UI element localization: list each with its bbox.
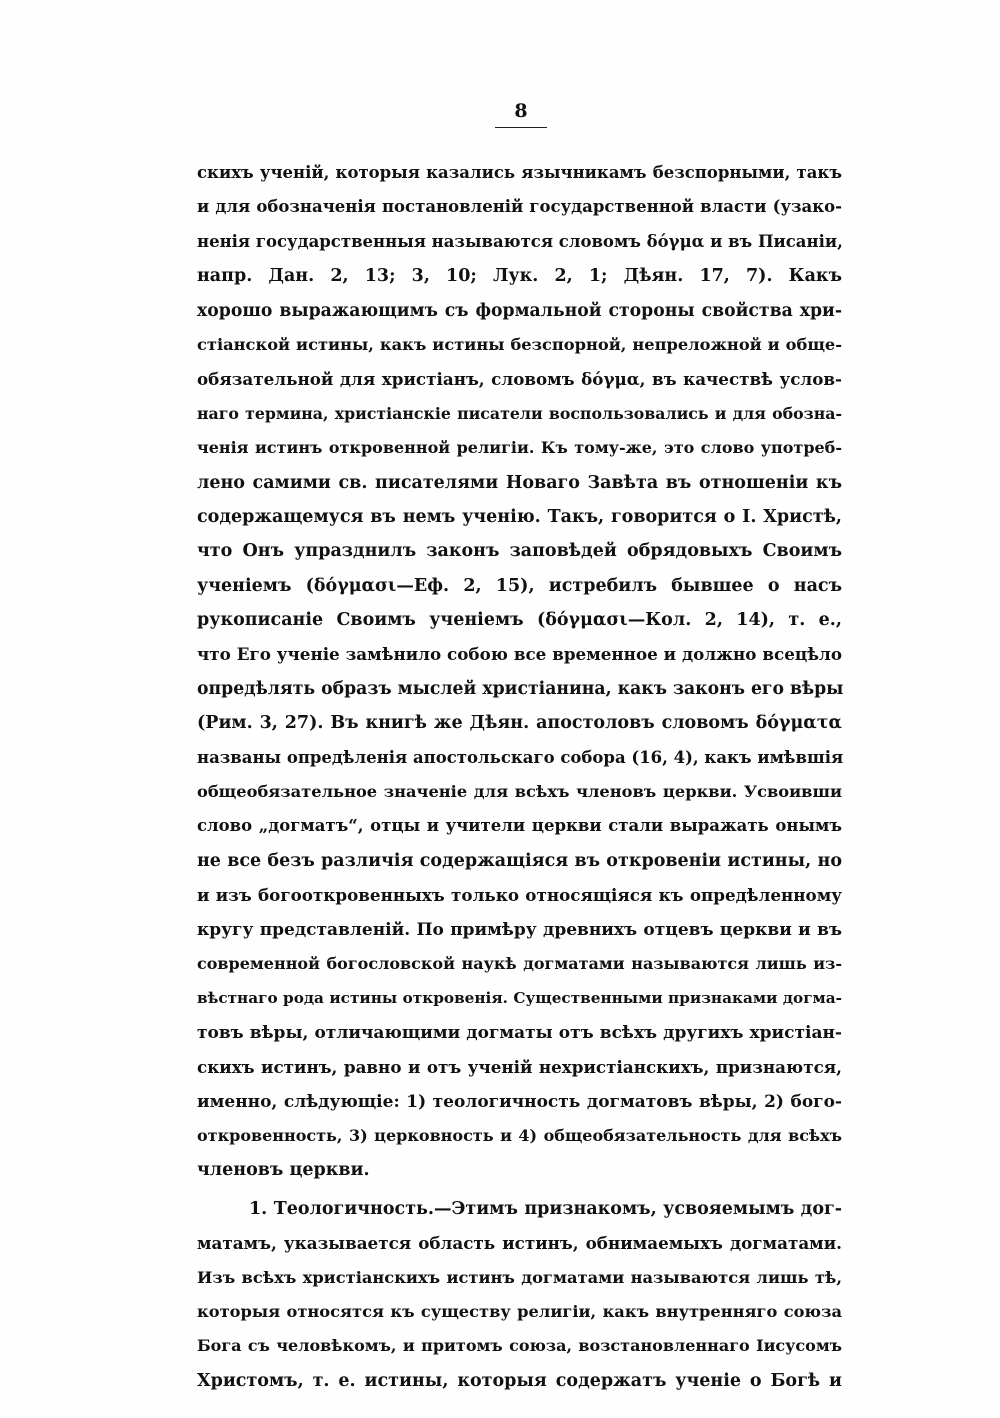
text-line: напр. Дан. 2, 13; 3, 10; Лук. 2, 1; Дѣян. 17, 7). Какъ	[197, 266, 842, 287]
text-line: ненія государственныя называются словомъ δόγμα и въ Писаніи,	[197, 231, 843, 251]
section-heading-line: 1. Теологичность.—Этимъ признакомъ, усвояемымъ дог-	[249, 1198, 842, 1219]
page-number: 8	[514, 100, 528, 122]
text-line: стіанской истины, какъ истины безспорной, непреложной и обще-	[197, 334, 842, 354]
text-line: скихъ ученій, которыя казались язычникамъ безспорными, такъ	[197, 163, 842, 182]
text-line: что Онъ упразднилъ законъ заповѣдей обрядовыхъ Своимъ	[197, 541, 842, 562]
text-line: общеобязательное значеніе для всѣхъ членовъ церкви. Усвоивши	[197, 782, 842, 802]
text-line: что Его ученіе замѣнило собою все временное и должно всецѣло	[197, 644, 842, 665]
text-line: членовъ церкви.	[197, 1160, 370, 1181]
text-line: лено самими св. писателями Новаго Завѣта въ отношеніи къ	[197, 472, 842, 493]
text-line: содержащемуся въ немъ ученію. Такъ, говорится о І. Христѣ,	[197, 506, 842, 527]
text-line: вѣстнаго рода истины откровенія. Существенными признаками догма-	[197, 989, 842, 1008]
text-line: товъ вѣры, отличающими догматы отъ всѣхъ другихъ христіан-	[197, 1022, 842, 1043]
text-line: Изъ всѣхъ христіанскихъ истинъ догматами называются лишь тѣ,	[197, 1267, 842, 1287]
body-text	[197, 156, 842, 1398]
text-line: именно, слѣдующіе: 1) теологичность догматовъ вѣры, 2) бого-	[197, 1091, 842, 1112]
text-line: обязательной для христіанъ, словомъ δόγμα, въ качествѣ услов-	[197, 369, 842, 390]
text-line: Христомъ, т. е. истины, которыя содержатъ ученіе о Богѣ и	[197, 1370, 842, 1391]
text-line: которыя относятся къ существу религіи, какъ внутренняго союза	[197, 1301, 842, 1321]
text-line: ученіемъ (δόγμασι—Еф. 2, 15), истребилъ бывшее о насъ	[197, 575, 842, 596]
text-line: рукописаніе Своимъ ученіемъ (δόγμασι—Кол. 2, 14), т. е.,	[197, 610, 842, 631]
text-line: и изъ богооткровенныхъ только относящіяся къ опредѣленному	[197, 885, 842, 906]
text-line: (Рим. 3, 27). Въ книгѣ же Дѣян. апостоловъ словомъ δόγματα	[197, 713, 842, 734]
text-line: ченія истинъ откровенной религіи. Къ тому-же, это слово употреб-	[197, 438, 842, 458]
text-line: слово „догматъ“, отцы и учители церкви стали выражать онымъ	[197, 816, 842, 836]
text-line: откровенность, 3) церковность и 4) общеобязательность для всѣхъ	[197, 1125, 842, 1145]
text-line: названы опредѣленія апостольскаго собора (16, 4), какъ имѣвшія	[197, 747, 844, 767]
text-line: современной богословской наукѣ догматами называются лишь из-	[197, 953, 842, 973]
text-line: скихъ истинъ, равно и отъ ученій нехристіанскихъ, признаются,	[197, 1057, 842, 1078]
page-number-rule	[495, 127, 547, 128]
text-line: наго термина, христіанскіе писатели воспользовались и для обозна-	[197, 403, 842, 423]
text-line: матамъ, указывается область истинъ, обнимаемыхъ догматами.	[197, 1233, 842, 1254]
text-line: не все безъ различія содержащіяся въ откровеніи истины, но	[197, 850, 842, 871]
text-line: опредѣлять образъ мыслей христіанина, какъ законъ его вѣры	[197, 678, 844, 699]
text-line: Бога съ человѣкомъ, и притомъ союза, возстановленнаго Іисусомъ	[197, 1336, 842, 1356]
text-line: кругу представленій. По примѣру древнихъ отцевъ церкви и въ	[197, 919, 842, 940]
text-line: и для обозначенія постановленій государственной власти (узако-	[197, 197, 842, 217]
text-line: хорошо выражающимъ съ формальной стороны свойства хри-	[197, 300, 842, 321]
